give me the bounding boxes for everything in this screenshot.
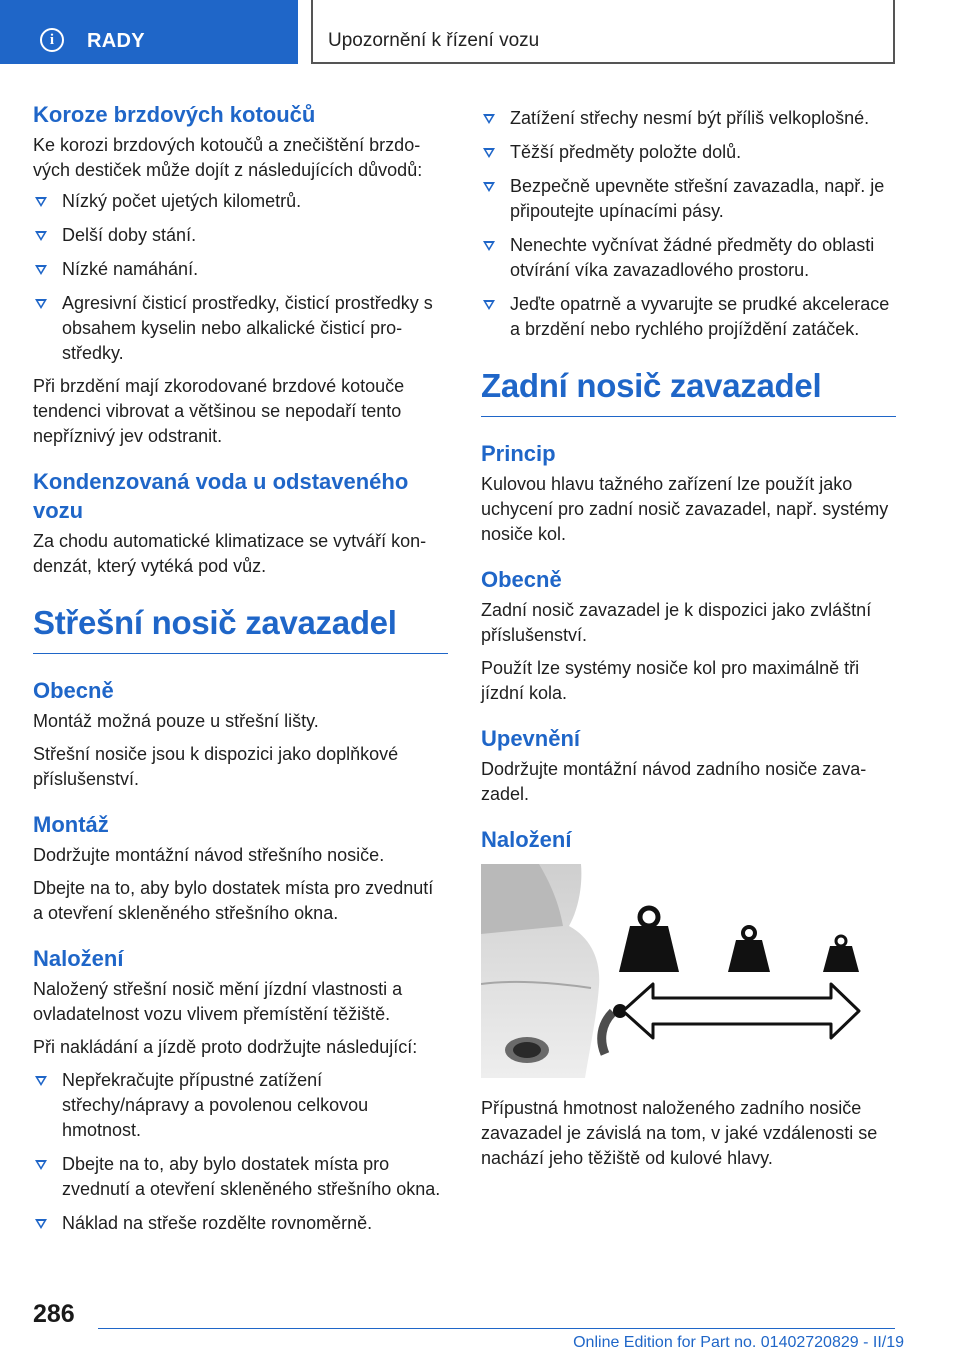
paragraph: Při brzdění mají zkorodované brzdové kotouče tendenci vibrovat a většinou se nepodaří tento nepříznivý jev odstranit. <box>33 376 405 446</box>
bullet-list <box>481 106 896 342</box>
triangle-bullet-icon <box>483 182 495 192</box>
heading-general: Obecně <box>481 567 562 592</box>
bullet-list <box>33 189 448 366</box>
heading-general: Obecně <box>33 678 114 703</box>
weight-medium-icon <box>728 927 770 972</box>
triangle-bullet-icon <box>483 300 495 310</box>
heading-mounting: Montáž <box>33 812 109 837</box>
paragraph: Montáž možná pouze u střešní lišty. <box>33 711 319 731</box>
heading-principle: Princip <box>481 441 556 466</box>
list-item: Dbejte na to, aby bylo dostatek místa pro zvednutí a otevření skleněného střešního okna. <box>33 1152 448 1202</box>
heading-condensed-water: Kondenzovaná voda u odstaveného vozu <box>33 469 409 523</box>
page-number: 286 <box>33 1300 75 1328</box>
paragraph: Střešní nosiče jsou k dispozici jako doplňkové příslušenství. <box>33 744 399 789</box>
tow-bar-arm <box>602 1012 613 1054</box>
header-section-box <box>311 0 895 64</box>
heading-brake-corrosion: Koroze brzdových kotoučů <box>33 102 316 127</box>
list-item: Nepřekračujte přípustné zatížení střechy/nápravy a povolenou celkovou hmotnost. <box>33 1068 448 1143</box>
header-tab-label: RADY <box>87 30 145 52</box>
list-item: Agresivní čisticí prostředky, čisticí prostředky s obsahem kyselin nebo alkalické čisticí prostředky. <box>33 291 448 366</box>
footer-rule <box>98 1328 895 1329</box>
list-item: Nenechte vyčnívat žádné předměty do oblasti otvírání víka zavazadlového prostoru. <box>481 233 896 283</box>
list-item: Nízké namáhání. <box>33 257 448 282</box>
footer-edition: Online Edition for Part no. 01402720829 - II/19 <box>573 1334 904 1351</box>
list-item: Nízký počet ujetých kilometrů. <box>33 189 448 214</box>
list-item: Delší doby stání. <box>33 223 448 248</box>
list-item: Zatížení střechy nesmí být příliš velkoplošné. <box>481 106 896 131</box>
header-tab-rady[interactable] <box>0 0 298 64</box>
heading-loading: Naložení <box>33 946 124 971</box>
heading-rear-carrier: Zadní nosič zavazadel <box>481 366 896 417</box>
paragraph: Dodržujte montážní návod zadního nosiče zavazadel. <box>481 759 867 804</box>
paragraph: Naložený střešní nosič mění jízdní vlastnosti a ovladatelnost vozu vlivem přemístění těžiště. <box>33 979 403 1024</box>
triangle-bullet-icon <box>35 1076 47 1086</box>
weight-large-icon <box>619 908 679 972</box>
list-item: Jeďte opatrně a vyvarujte se prudké akcelerace a brzdění nebo rychlého projíždění zatáček. <box>481 292 896 342</box>
paragraph: Přípustná hmotnost naloženého zadního nosiče zavazadel je závislá na tom, v jaké vzdálenosti se nachází jeho těžiště od kulové hlavy. <box>481 1098 878 1168</box>
paragraph: Při nakládání a jízdě proto dodržujte následující: <box>33 1037 418 1057</box>
paragraph: Zadní nosič zavazadel je k dispozici jako zvláštní příslušenství. <box>481 600 872 645</box>
triangle-bullet-icon <box>35 197 47 207</box>
list-item: Náklad na střeše rozdělte rovnoměrně. <box>33 1211 448 1236</box>
distance-double-arrow <box>623 984 859 1038</box>
right-column <box>481 106 896 1171</box>
triangle-bullet-icon <box>483 241 495 251</box>
list-item: Těžší předměty položte dolů. <box>481 140 896 165</box>
triangle-bullet-icon <box>483 114 495 124</box>
triangle-bullet-icon <box>35 1219 47 1229</box>
triangle-bullet-icon <box>35 299 47 309</box>
triangle-bullet-icon <box>35 1160 47 1170</box>
towbar-load-illustration <box>481 864 896 1078</box>
triangle-bullet-icon <box>483 148 495 158</box>
left-column <box>33 100 448 1236</box>
heading-fastening: Upevnění <box>481 726 581 751</box>
weight-small-icon <box>823 936 859 972</box>
list-item: Bezpečně upevněte střešní zavazadla, např. je připoutejte upínacími pásy. <box>481 174 896 224</box>
header-section-title: Upozornění k řízení vozu <box>328 30 540 51</box>
heading-loading: Naložení <box>481 827 572 852</box>
triangle-bullet-icon <box>35 265 47 275</box>
towbar-load-svg <box>481 864 896 1078</box>
exhaust-opening <box>513 1042 541 1058</box>
paragraph: Použít lze systémy nosiče kol pro maximálně tři jízdní kola. <box>481 658 860 703</box>
paragraph: Kulovou hlavu tažného zařízení lze použít jako uchycení pro zadní nosič zavazadel, např. systémy nosiče kol. <box>481 474 889 544</box>
triangle-bullet-icon <box>35 231 47 241</box>
bullet-list <box>33 1068 448 1236</box>
heading-roof-rack: Střešní nosič zavazadel <box>33 603 448 654</box>
paragraph: Dodržujte montážní návod střešního nosiče. <box>33 845 385 865</box>
paragraph: Dbejte na to, aby bylo dostatek místa pro zvednutí a otevření skleněného střešního okna. <box>33 878 434 923</box>
paragraph: Za chodu automatické klimatizace se vytváří kondenzát, který vytéká pod vůz. <box>33 531 427 576</box>
paragraph: Ke korozi brzdových kotoučů a znečištění brzdových destiček může dojít z následujících důvodů: <box>33 135 423 180</box>
info-icon: i <box>40 28 64 52</box>
